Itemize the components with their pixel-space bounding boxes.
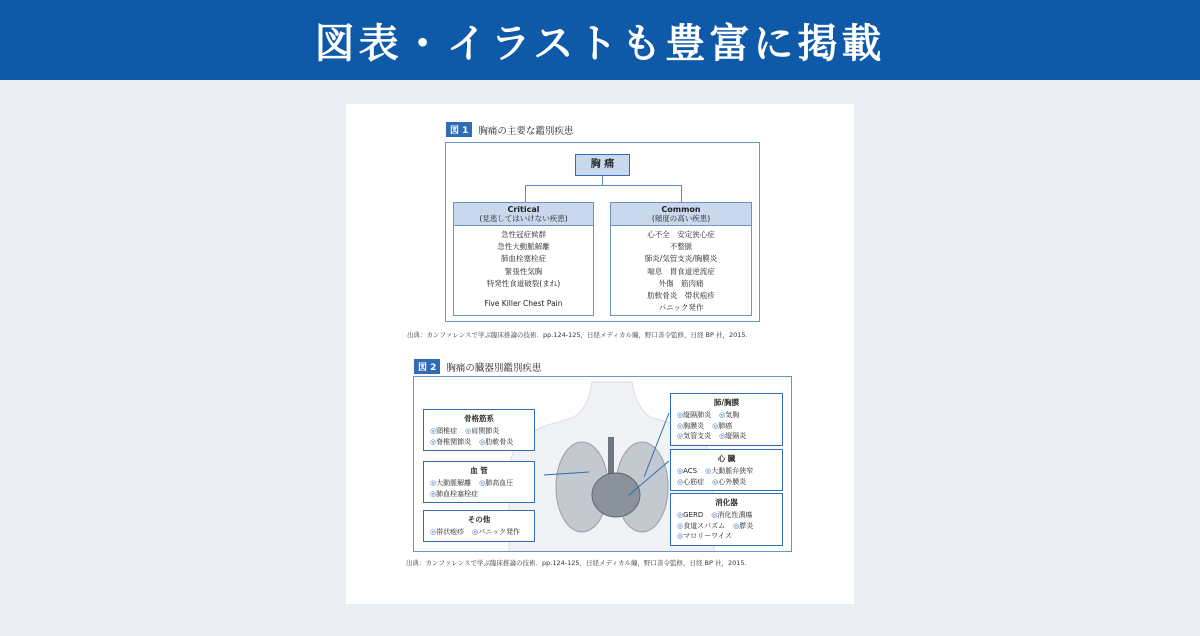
musculoskeletal-title: 骨格筋系 (464, 414, 494, 423)
heart-box: 心 臓 ◎ACS ◎大動脈弁狭窄 ◎心筋症 ◎心外膜炎 (670, 449, 783, 491)
banner-title: 図表・イラストも豊富に掲載 (314, 20, 886, 67)
fig1-title: 胸痛の主要な鑑別疾患 (478, 125, 574, 137)
fig2-frame (413, 376, 792, 552)
vessel-title: 血 管 (470, 466, 488, 475)
connector (525, 185, 681, 186)
list-item: 急性冠症候群 (501, 230, 546, 239)
critical-footer: Five Killer Chest Pain (484, 299, 563, 309)
list-item: 急性大動脈解離 (497, 242, 550, 252)
digestive-box: 消化器 ◎GERD ◎消化性潰瘍 ◎食道スパズム ◎膵炎 ◎マロリーワイス (670, 493, 783, 546)
common-header (611, 203, 751, 226)
connector (525, 185, 526, 203)
common-title: Common (661, 205, 701, 214)
vessel-box: 血 管 ◎大動脈解離 ◎肺高血圧 ◎肺血栓塞栓症 (423, 461, 535, 503)
list-item: 喘息 胃食道逆流症 (647, 266, 715, 276)
list-item: 外傷 筋肉痛 (658, 278, 704, 288)
connector (681, 185, 682, 203)
list-item: 心不全 安定狭心症 (647, 230, 715, 239)
list-item: 肺血栓塞栓症 (501, 254, 546, 264)
heart-icon (592, 473, 640, 517)
fig1-label: 図 1 (446, 122, 472, 137)
fig2-label: 図 2 (414, 359, 440, 374)
musculoskeletal-box: 骨格筋系 ◎頸椎症 ◎肩関節炎 ◎脊椎関節炎 ◎肋軟骨炎 (423, 409, 535, 451)
common-box (610, 202, 752, 316)
critical-subtitle: (見逃してはいけない疾患) (479, 214, 568, 223)
lung-title: 肺/胸膜 (713, 398, 740, 407)
common-list (611, 226, 751, 314)
fig1-source: 出典：カンファレンスで学ぶ臨床推論の技術．pp.124-125，日経メディカル編，野口善令監修，日経 BP 社，2015. (407, 331, 748, 339)
fig1-heading (446, 122, 573, 137)
critical-list (454, 226, 593, 310)
other-box: その他 ◎帯状疱疹 ◎パニック発作 (423, 510, 535, 542)
fig2-source: 出典：カンファレンスで学ぶ臨床推論の技術．pp.124-125，日経メディカル編，野口善令監修，日経 BP 社，2015. (406, 559, 747, 567)
header-banner (0, 0, 1200, 80)
list-item: 肋軟骨炎 帯状疱疹 (647, 291, 715, 301)
critical-header (454, 203, 593, 226)
heart-title: 心 臓 (717, 454, 736, 463)
common-subtitle: (頻度の高い疾患) (651, 214, 711, 223)
list-item: パニック発作 (658, 303, 704, 313)
lung-box: 肺/胸膜 ◎縦隔肺炎 ◎気胸 ◎胸膜炎 ◎肺癌 ◎気管支炎 ◎縦隔炎 (670, 393, 783, 446)
list-item: 緊張性気胸 (504, 266, 543, 276)
list-item: 不整脈 (669, 242, 693, 252)
connector (602, 176, 603, 185)
critical-title: Critical (507, 205, 540, 214)
fig1-root-node: 胸 痛 (575, 154, 630, 176)
list-item: 肺炎/気管支炎/胸膜炎 (644, 254, 718, 264)
book-page-preview (346, 104, 854, 604)
digestive-title: 消化器 (715, 498, 738, 507)
other-title: その他 (467, 515, 491, 524)
fig2-title: 胸痛の臓器別鑑別疾患 (446, 362, 542, 374)
list-item: 特発性食道破裂(まれ) (486, 278, 561, 288)
fig1-frame (445, 142, 760, 322)
critical-box (453, 202, 594, 316)
fig2-heading (414, 359, 541, 374)
